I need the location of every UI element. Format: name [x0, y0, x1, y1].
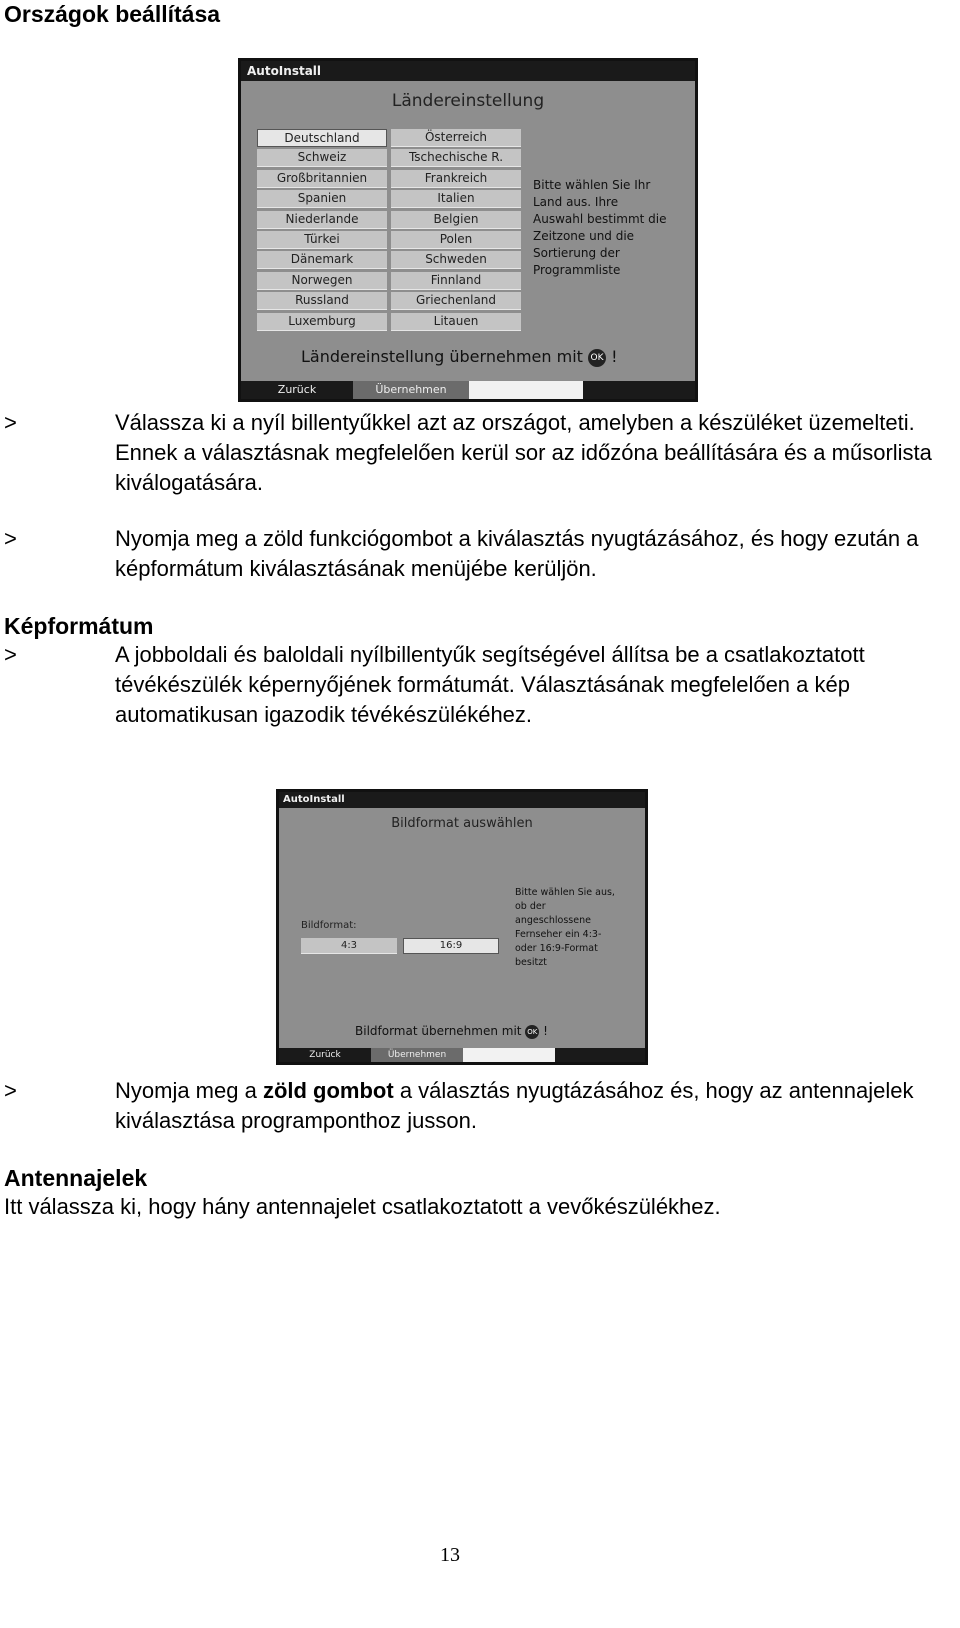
ok-button-icon: OK — [525, 1025, 539, 1039]
instruction-select-country: Válassza ki a nyíl billentyűkkel azt az országot, amelyben a készüléket üzemelteti. Ennek a választásnak megfelelően kerül sor az időzóna beállítására és a műsorlista kiválogatására. — [115, 410, 932, 495]
help-text: Bitte wählen Sie aus, ob der angeschlossene Fernseher ein 4:3- oder 16:9-Format besitzt — [515, 887, 615, 968]
country-option[interactable]: Russland — [257, 292, 387, 310]
country-option[interactable]: Litauen — [391, 313, 521, 331]
country-option[interactable]: Frankreich — [391, 170, 521, 188]
bullet-marker: > — [4, 410, 17, 435]
country-option[interactable]: Niederlande — [257, 211, 387, 229]
bullet-marker: > — [4, 526, 17, 551]
accept-button[interactable]: Übernehmen — [371, 1048, 463, 1062]
section-heading-antenna: Antennajelek — [4, 1165, 148, 1191]
help-text: Bitte wählen Sie Ihr Land aus. Ihre Auswahl bestimmt die Zeitzone und die Sortierung der Programmliste — [533, 178, 667, 277]
instruction-confirm-green: Nyomja meg a zöld funkciógombot a kiválasztás nyugtázásához, és hogy ezután a képformátum kiválasztásának menüjébe kerüljön. — [115, 526, 919, 581]
tv-bottom-bar — [279, 1048, 645, 1062]
bullet-marker: > — [4, 642, 17, 667]
tv-screenshot-country-settings — [238, 58, 698, 402]
country-option[interactable]: Großbritannien — [257, 170, 387, 188]
confirm-message: Ländereinstellung übernehmen mit OK ! — [301, 347, 618, 366]
yellow-function-button[interactable] — [463, 1048, 555, 1062]
section-heading-countries: Országok beállítása — [4, 1, 221, 27]
country-option[interactable]: Spanien — [257, 190, 387, 208]
text-part: a választás nyugtázásához és, hogy az antennajelek kiválasztása programponthoz jusson. — [115, 1078, 914, 1133]
country-option[interactable]: Schweiz — [257, 149, 387, 167]
blue-function-button[interactable] — [555, 1048, 645, 1062]
country-option[interactable]: Norwegen — [257, 272, 387, 290]
tv-screenshot-picture-format — [276, 789, 648, 1065]
accept-button[interactable]: Übernehmen — [353, 381, 469, 399]
country-option[interactable]: Italien — [391, 190, 521, 208]
country-option[interactable]: Belgien — [391, 211, 521, 229]
confirm-message: Bildformat übernehmen mit OK ! — [355, 1024, 548, 1038]
instruction-green-button — [115, 1076, 945, 1136]
tv-title: Ländereinstellung — [391, 91, 545, 111]
country-option[interactable]: Schweden — [391, 251, 521, 269]
antenna-description: Itt válassza ki, hogy hány antennajelet csatlakoztatott a vevőkészülékhez. — [4, 1194, 721, 1219]
section-heading-picture-format: Képformátum — [4, 613, 154, 639]
bullet-marker: > — [4, 1078, 17, 1103]
option-16-9[interactable]: 16:9 — [403, 938, 499, 954]
country-option[interactable]: Dänemark — [257, 251, 387, 269]
instruction-select-format: A jobboldali és baloldali nyílbillentyűk segítségével állítsa be a csatlakoztatott tévékészülék képernyőjének formátumát. Választásának megfelelően a kép automatikusan igazodik tévékészülékéhez. — [115, 642, 865, 727]
back-button[interactable]: Zurück — [241, 381, 353, 399]
yellow-function-button[interactable] — [469, 381, 583, 399]
text-part: Nyomja meg a — [115, 1078, 263, 1103]
tv-bottom-bar — [241, 381, 695, 399]
back-button[interactable]: Zurück — [279, 1048, 371, 1062]
confirm-text: Bildformat übernehmen mit — [355, 1024, 522, 1038]
option-4-3[interactable]: 4:3 — [301, 938, 397, 954]
country-option[interactable]: Tschechische R. — [391, 149, 521, 167]
page-number: 13 — [440, 1544, 460, 1566]
tv-topbar: AutoInstall — [279, 792, 645, 808]
emphasis-green-button: zöld gombot — [262, 1078, 394, 1103]
country-option[interactable]: Deutschland — [257, 129, 387, 147]
country-option[interactable]: Österreich — [391, 129, 521, 147]
confirm-text: Ländereinstellung übernehmen mit — [301, 347, 583, 366]
country-option[interactable]: Türkei — [257, 231, 387, 249]
tv-title: Bildformat auswählen — [391, 816, 533, 831]
country-option[interactable]: Polen — [391, 231, 521, 249]
country-option[interactable]: Griechenland — [391, 292, 521, 310]
country-option[interactable]: Finnland — [391, 272, 521, 290]
format-label: Bildformat: — [301, 920, 357, 931]
ok-button-icon: OK — [588, 349, 606, 367]
blue-function-button[interactable] — [583, 381, 695, 399]
tv-topbar: AutoInstall — [241, 61, 695, 81]
country-option[interactable]: Luxemburg — [257, 313, 387, 331]
